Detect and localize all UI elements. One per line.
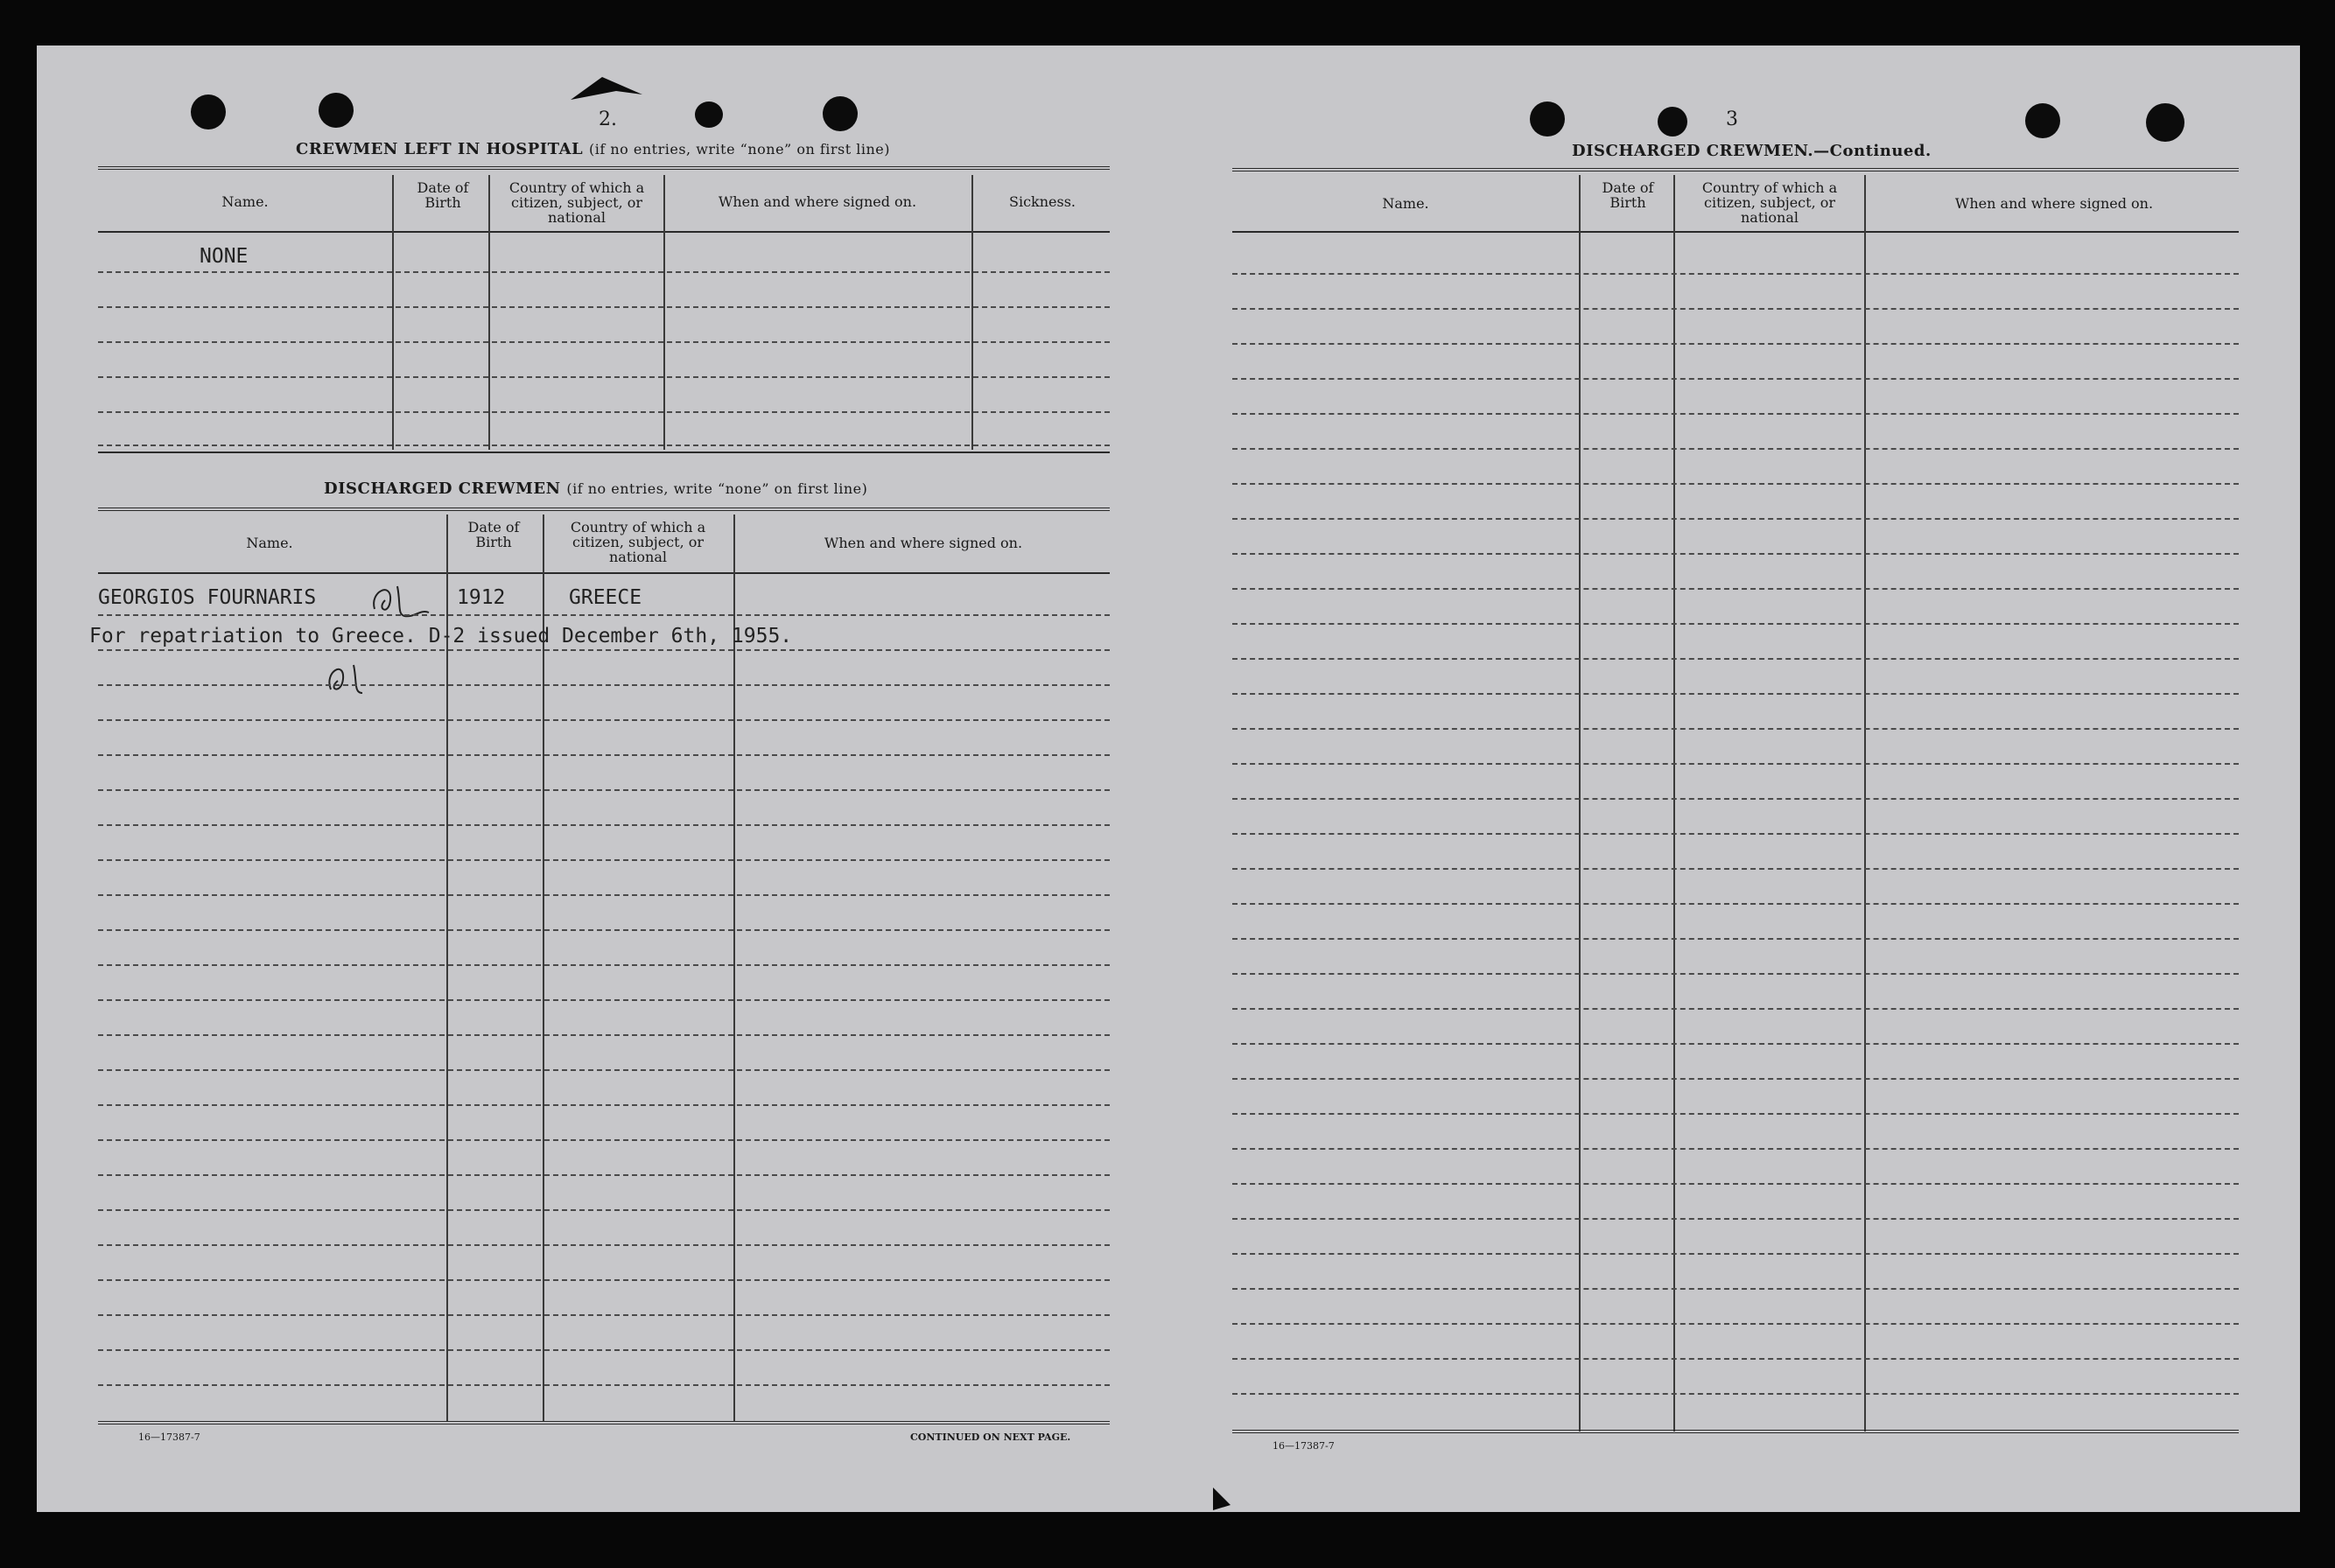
punch-hole — [823, 96, 858, 131]
ruled-line — [1232, 1043, 2239, 1045]
hospital-row-line — [98, 444, 1110, 446]
hospital-divider — [971, 175, 973, 450]
right-col-signed: When and where signed on. — [1954, 195, 2154, 212]
punch-hole — [2025, 103, 2060, 138]
ruled-line — [1232, 518, 2239, 520]
hospital-divider — [488, 175, 490, 450]
punch-hole — [695, 102, 723, 128]
torn-mark — [567, 70, 646, 108]
right-col-name: Name. — [1382, 195, 1429, 212]
handwritten-initials — [366, 574, 436, 630]
ruled-line — [1232, 1253, 2239, 1255]
handwritten-initials — [320, 654, 382, 707]
hospital-row-line — [98, 376, 1110, 378]
ruled-line — [1232, 1148, 2239, 1150]
ruled-line — [1232, 413, 2239, 415]
ruled-line — [1232, 378, 2239, 380]
hospital-col-sickness: Sickness. — [1008, 193, 1076, 210]
discharged-bottom-rule — [98, 1421, 1110, 1424]
discharged-header-rule — [98, 572, 1110, 574]
ruled-line — [1232, 1008, 2239, 1010]
hospital-row-line — [98, 271, 1110, 273]
hospital-entry-name: NONE — [200, 245, 249, 268]
discharged-section-title — [324, 480, 867, 498]
ruled-line — [1232, 553, 2239, 555]
hospital-col-country: Country of which a citizen, subject, or national — [508, 179, 645, 226]
ruled-line — [1232, 1183, 2239, 1185]
hospital-section-title — [296, 140, 890, 158]
page-number: 3 — [1726, 108, 1738, 130]
punch-hole — [1658, 107, 1687, 136]
page-edge-mark — [1210, 1488, 1236, 1517]
discharged-top-rule — [98, 508, 1110, 511]
crewman-country: GREECE — [569, 586, 642, 609]
hospital-col-signed: When and where signed on. — [718, 193, 917, 210]
ruled-line — [1232, 343, 2239, 345]
ruled-line — [98, 1314, 1110, 1316]
discharged-col-name: Name. — [246, 535, 293, 551]
ruled-line — [1232, 623, 2239, 625]
crewman-name: GEORGIOS FOURNARIS — [98, 586, 317, 609]
ruled-line — [98, 789, 1110, 791]
crewman-birth-year: 1912 — [457, 586, 506, 609]
ruled-line — [98, 929, 1110, 931]
ruled-line — [1232, 1358, 2239, 1360]
ruled-line — [98, 1349, 1110, 1351]
ruled-line — [98, 614, 1110, 616]
ruled-line — [1232, 1323, 2239, 1325]
hospital-note: (if no entries, write “none” on first line) — [589, 141, 890, 158]
discharged-col-signed: When and where signed on. — [824, 535, 1023, 551]
right-divider — [1579, 175, 1581, 1432]
ruled-line — [98, 1034, 1110, 1036]
punch-hole — [319, 93, 354, 128]
ruled-line — [98, 1139, 1110, 1141]
discharged-title: DISCHARGED CREWMEN — [324, 480, 561, 498]
ruled-line — [98, 1104, 1110, 1106]
hospital-divider — [392, 175, 394, 450]
ruled-line — [1232, 1218, 2239, 1220]
ruled-line — [1232, 1288, 2239, 1290]
ruled-line — [98, 754, 1110, 756]
ruled-line — [1232, 693, 2239, 695]
punch-hole — [191, 94, 226, 130]
ruled-line — [98, 1384, 1110, 1386]
punch-hole — [2146, 103, 2184, 142]
ruled-line — [98, 894, 1110, 896]
ruled-line — [98, 999, 1110, 1001]
hospital-col-name: Name. — [221, 193, 269, 210]
ruled-line — [1232, 448, 2239, 450]
ruled-line — [1232, 308, 2239, 310]
ruled-line — [98, 1174, 1110, 1176]
ruled-line — [1232, 868, 2239, 870]
discharged-note: (if no entries, write “none” on first line) — [566, 480, 868, 497]
ruled-line — [1232, 483, 2239, 485]
hospital-divider — [663, 175, 665, 450]
right-header-rule — [1232, 231, 2239, 233]
ruled-line — [1232, 833, 2239, 835]
ruled-line — [98, 1209, 1110, 1211]
discharged-col-birth: Date of Birth — [467, 519, 520, 550]
page-number: 2. — [599, 108, 617, 130]
document-sheet — [37, 46, 2300, 1512]
hospital-title: CREWMEN LEFT IN HOSPITAL — [296, 140, 584, 158]
ruled-line — [1232, 658, 2239, 660]
ruled-line — [98, 649, 1110, 651]
right-col-country: Country of which a citizen, subject, or national — [1701, 179, 1838, 226]
ruled-line — [98, 824, 1110, 826]
right-section-title: DISCHARGED CREWMEN.—Continued. — [1572, 142, 1932, 160]
hospital-col-birth: Date of Birth — [417, 179, 469, 211]
form-number: 16—17387-7 — [1273, 1440, 1335, 1452]
ruled-line — [1232, 273, 2239, 275]
right-bottom-rule — [1232, 1430, 2239, 1433]
ruled-line — [1232, 903, 2239, 905]
ruled-line — [98, 1279, 1110, 1281]
ruled-line — [98, 719, 1110, 721]
ruled-line — [1232, 798, 2239, 800]
ruled-line — [1232, 763, 2239, 765]
punch-hole — [1530, 102, 1565, 136]
ruled-line — [1232, 588, 2239, 590]
ruled-line — [98, 859, 1110, 861]
ruled-line — [1232, 973, 2239, 975]
continued-note: CONTINUED ON NEXT PAGE. — [910, 1432, 1071, 1443]
ruled-line — [98, 1069, 1110, 1071]
ruled-line — [98, 684, 1110, 686]
right-divider — [1864, 175, 1866, 1432]
ruled-line — [1232, 1113, 2239, 1115]
ruled-line — [98, 964, 1110, 966]
ruled-line — [1232, 1393, 2239, 1395]
ruled-line — [1232, 1078, 2239, 1080]
discharged-col-country: Country of which a citizen, subject, or national — [570, 519, 706, 565]
hospital-row-line — [98, 341, 1110, 343]
ruled-line — [1232, 938, 2239, 940]
crewman-remark: For repatriation to Greece. D-2 issued December 6th, 1955. — [89, 625, 793, 648]
hospital-row-line — [98, 306, 1110, 308]
right-col-birth: Date of Birth — [1602, 179, 1654, 211]
hospital-header-rule — [98, 231, 1110, 233]
hospital-row-line — [98, 411, 1110, 413]
ruled-line — [98, 1244, 1110, 1246]
ruled-line — [1232, 728, 2239, 730]
hospital-bottom-rule — [98, 452, 1110, 453]
hospital-top-rule — [98, 166, 1110, 170]
right-divider — [1673, 175, 1675, 1432]
form-number: 16—17387-7 — [138, 1432, 200, 1443]
right-top-rule — [1232, 168, 2239, 172]
